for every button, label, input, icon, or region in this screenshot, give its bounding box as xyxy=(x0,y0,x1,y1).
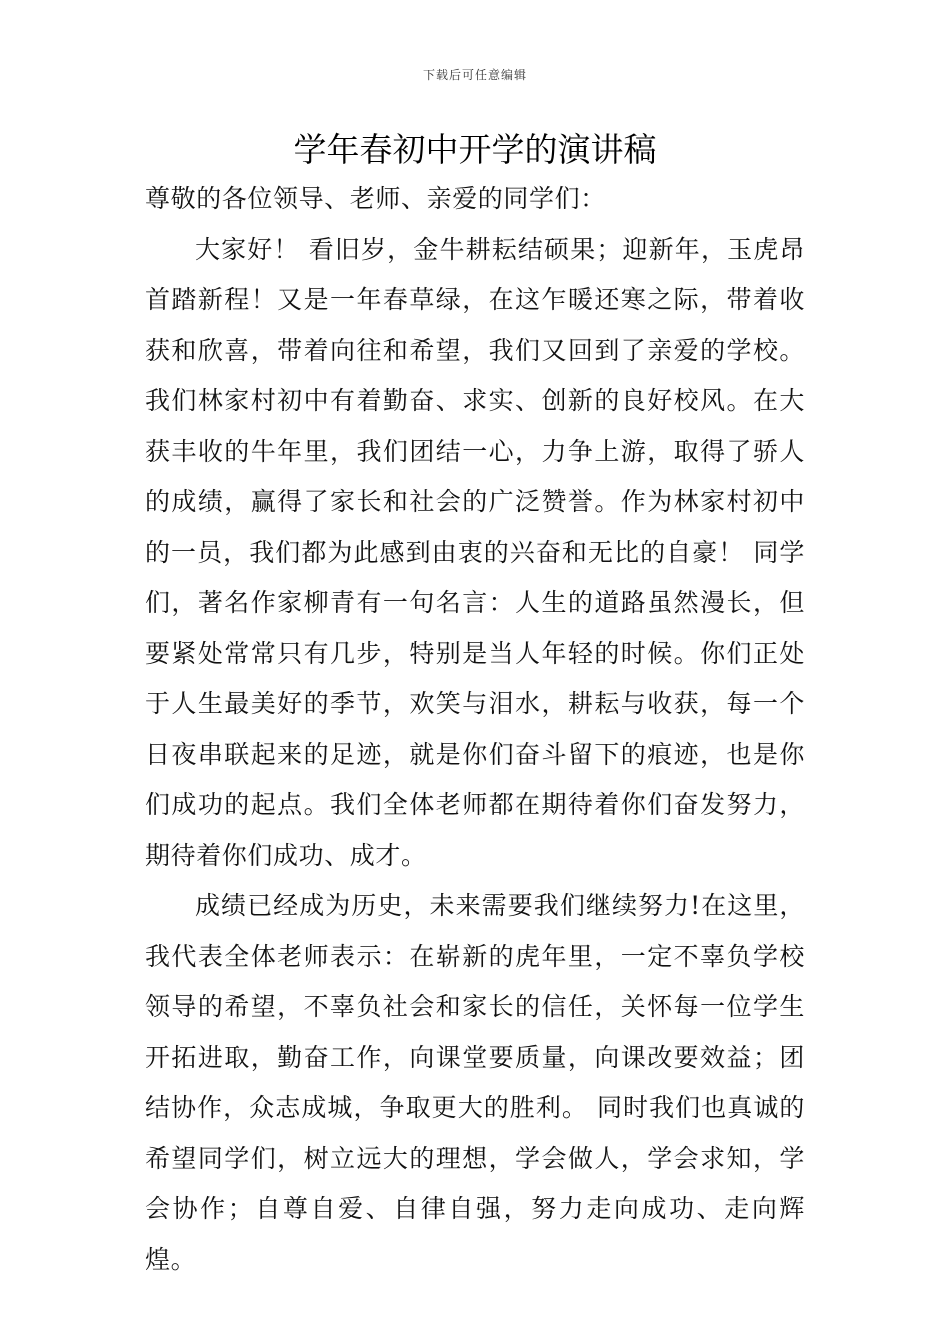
paragraph-1: 大家好！ 看旧岁，金牛耕耘结硕果；迎新年，玉虎昂首踏新程！又是一年春草绿，在这乍暖还寒之际，带着收获和欣喜，带着向往和希望，我们又回到了亲爱的学校。我们林家村初中有着勤奋、求实、创新的良好校风。在大获丰收的牛年里，我们团结一心，力争上游，取得了骄人的成绩，赢得了家长和社会的广泛赞誉。作为林家村初中的一员，我们都为此感到由衷的兴奋和无比的自豪！ 同学们，著名作家柳青有一句名言：人生的道路虽然漫长，但要紧处常常只有几步，特别是当人年轻的时候。你们正处于人生最美好的季节，欢笑与泪水，耕耘与收获，每一个日夜串联起来的足迹，就是你们奋斗留下的痕迹，也是你们成功的起点。我们全体老师都在期待着你们奋发努力，期待着你们成功、成才。 xyxy=(145,234,805,870)
document-title: 学年春初中开学的演讲稿 xyxy=(293,130,657,169)
document-body xyxy=(145,174,805,1285)
header-note: 下载后可任意编辑 xyxy=(422,68,527,82)
salutation: 尊敬的各位领导、老师、亲爱的同学们： xyxy=(145,184,606,213)
paragraph-2: 成绩已经成为历史，未来需要我们继续努力!在这里，我代表全体老师表示：在崭新的虎年里，一定不辜负学校领导的希望，不辜负社会和家长的信任，关怀每一位学生开拓进取，勤奋工作，向课堂要质量，向课改要效益；团结协作，众志成城，争取更大的胜利。 同时我们也真诚的希望同学们，树立远大的理想，学会做人，学会求知，学会协作；自尊自爱、自律自强，努力走向成功、走向辉煌。 xyxy=(145,891,805,1274)
